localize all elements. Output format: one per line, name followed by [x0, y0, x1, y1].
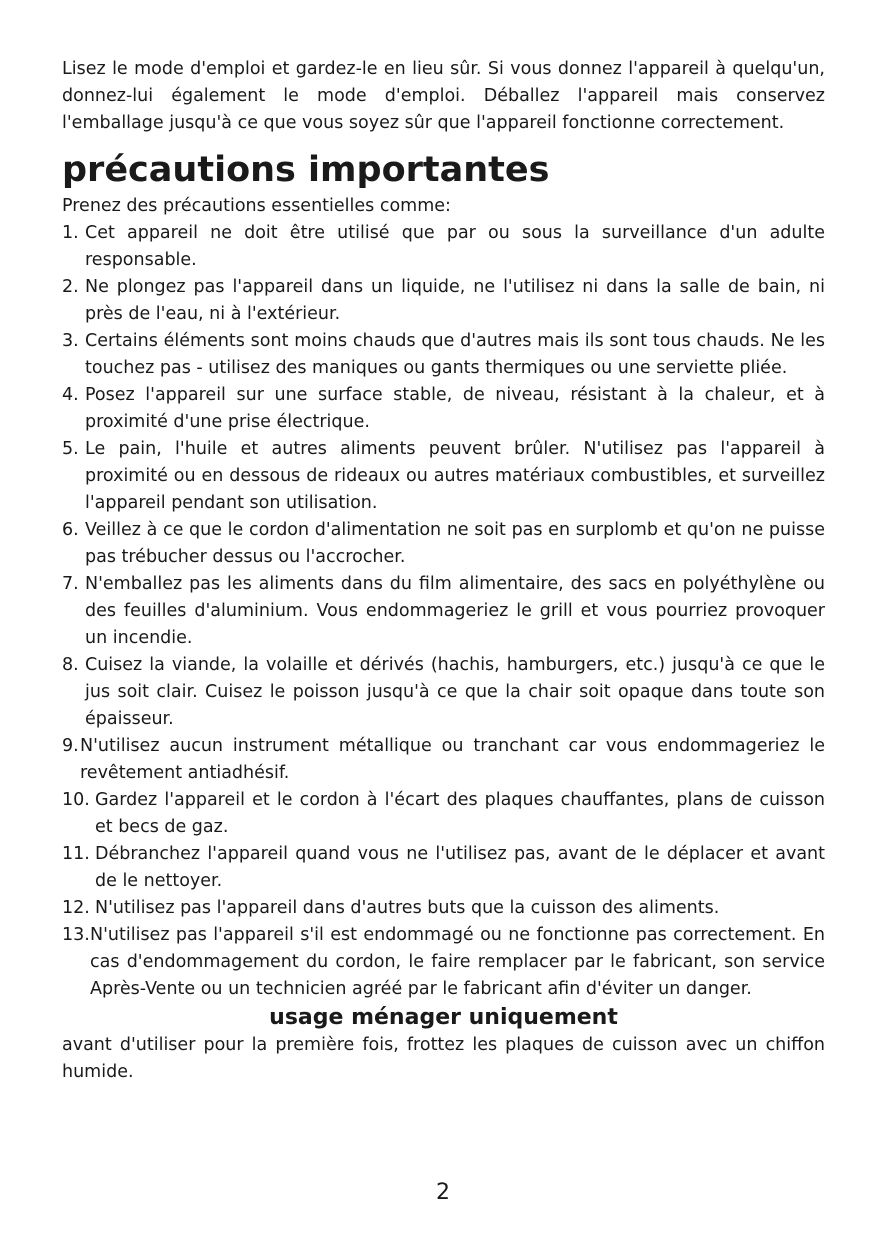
item-text: N'utilisez pas l'appareil dans d'autres buts que la cuisson des aliments.	[95, 898, 720, 918]
list-item	[62, 841, 825, 895]
item-number: 5.	[62, 439, 79, 459]
precautions-list	[62, 220, 825, 1003]
list-item	[62, 895, 825, 922]
list-item	[62, 652, 825, 733]
item-text: Cuisez la viande, la volaille et dérivés (hachis, hamburgers, etc.) jusqu'à ce que le jus soit clair. Cuisez le poisson jusqu'à ce que la chair soit opaque dans toute son épaisseur.	[85, 655, 825, 729]
item-text: Certains éléments sont moins chauds que d'autres mais ils sont tous chauds. Ne les touchez pas - utilisez des maniques ou gants thermiques ou une serviette pliée.	[85, 331, 825, 378]
item-text: Veillez à ce que le cordon d'alimentation ne soit pas en surplomb et qu'on ne puisse pas trébucher dessus ou l'accrocher.	[85, 520, 825, 567]
item-text: Posez l'appareil sur une surface stable, de niveau, résistant à la chaleur, et à proximité d'une prise électrique.	[85, 385, 825, 432]
list-item	[62, 436, 825, 517]
list-item	[62, 787, 825, 841]
item-number: 6.	[62, 520, 79, 540]
list-item	[62, 733, 825, 787]
item-number: 3.	[62, 331, 79, 351]
item-number: 11.	[62, 844, 90, 864]
list-item	[62, 517, 825, 571]
item-text: Gardez l'appareil et le cordon à l'écart des plaques chauffantes, plans de cuisson et becs de gaz.	[95, 790, 825, 837]
intro-paragraph: Lisez le mode d'emploi et gardez-le en lieu sûr. Si vous donnez l'appareil à quelqu'un, donnez-lui également le mode d'emploi. Déballez l'appareil mais conservez l'emballage jusqu'à ce que vous soyez sûr que l'appareil fonctionne correctement.	[62, 59, 825, 133]
section-heading: précautions importantes	[62, 150, 550, 190]
item-number: 12.	[62, 898, 90, 918]
list-item	[62, 922, 825, 1003]
list-item	[62, 382, 825, 436]
list-item	[62, 220, 825, 274]
item-number: 9.	[62, 736, 79, 756]
item-text: N'utilisez pas l'appareil s'il est endommagé ou ne fonctionne pas correctement. En cas d'endommagement du cordon, le faire remplacer par le fabricant, son service Après-Vente ou un technicien agréé par le fabricant afin d'éviter un danger.	[90, 925, 825, 999]
item-text: Ne plongez pas l'appareil dans un liquide, ne l'utilisez ni dans la salle de bain, ni près de l'eau, ni à l'extérieur.	[85, 277, 825, 324]
page-number: 2	[436, 1180, 450, 1205]
list-item	[62, 274, 825, 328]
item-text: Le pain, l'huile et autres aliments peuvent brûler. N'utilisez pas l'appareil à proximité ou en dessous de rideaux ou autres matériaux combustibles, et surveillez l'appareil pendant son utilisation.	[85, 439, 825, 513]
lead-sentence: Prenez des précautions essentielles comme:	[62, 196, 451, 216]
item-number: 2.	[62, 277, 79, 297]
item-text: Débranchez l'appareil quand vous ne l'utilisez pas, avant de le déplacer et avant de le nettoyer.	[95, 844, 825, 891]
list-item	[62, 328, 825, 382]
item-text: N'utilisez aucun instrument métallique ou tranchant car vous endommageriez le revêtement antiadhésif.	[80, 736, 825, 783]
item-number: 10.	[62, 790, 90, 810]
item-number: 4.	[62, 385, 79, 405]
manual-page	[62, 56, 825, 1086]
closing-paragraph: avant d'utiliser pour la première fois, frottez les plaques de cuisson avec un chiffon humide.	[62, 1035, 825, 1082]
item-text: N'emballez pas les aliments dans du film alimentaire, des sacs en polyéthylène ou des feuilles d'aluminium. Vous endommageriez le grill et vous pourriez provoquer un incendie.	[85, 574, 825, 648]
list-item	[62, 571, 825, 652]
item-number: 1.	[62, 223, 79, 243]
item-number: 8.	[62, 655, 79, 675]
item-number: 13.	[62, 925, 90, 945]
item-text: Cet appareil ne doit être utilisé que par ou sous la surveillance d'un adulte responsable.	[85, 223, 825, 270]
household-use-heading: usage ménager uniquement	[269, 1005, 618, 1030]
item-number: 7.	[62, 574, 79, 594]
